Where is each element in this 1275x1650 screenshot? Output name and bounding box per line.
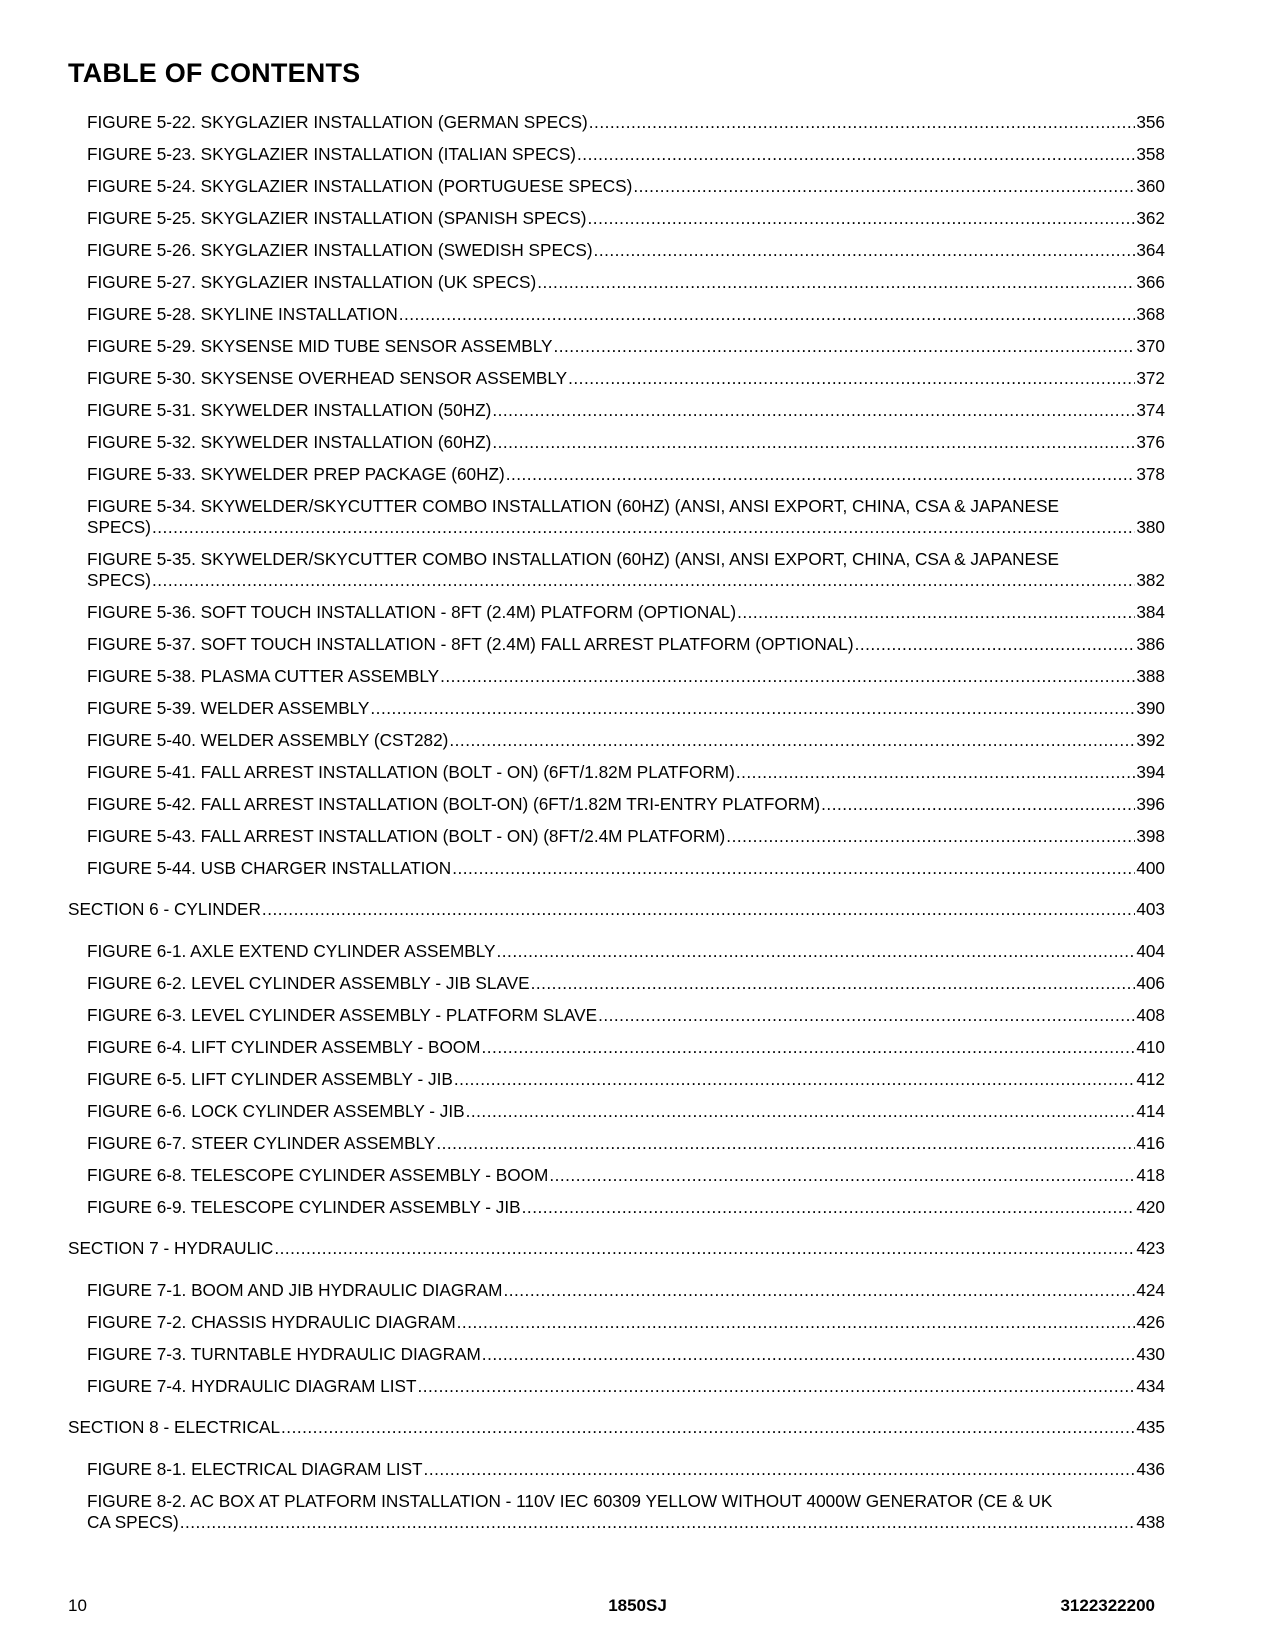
toc-figure-entry[interactable] (68, 496, 1165, 549)
toc-entry-title-continued: SPECS) (87, 517, 151, 537)
toc-entry-title: SECTION 6 - CYLINDER (68, 899, 261, 919)
toc-figure-entry[interactable] (68, 698, 1165, 730)
page-title: TABLE OF CONTENTS (68, 58, 361, 88)
toc-entry-title: FIGURE 6-8. TELESCOPE CYLINDER ASSEMBLY - BOOM (87, 1165, 549, 1185)
toc-entry-title: FIGURE 6-3. LEVEL CYLINDER ASSEMBLY - PLATFORM SLAVE (87, 1005, 598, 1025)
dot-leader (454, 1069, 1136, 1090)
toc-entry-title: FIGURE 5-43. FALL ARREST INSTALLATION (BOLT - ON) (8FT/2.4M PLATFORM) (87, 826, 726, 846)
toc-entry-title: FIGURE 5-40. WELDER ASSEMBLY (CST282) (87, 730, 449, 750)
toc-section-entry[interactable] (68, 1417, 1165, 1459)
dot-leader (180, 1512, 1136, 1533)
dot-leader (492, 432, 1135, 453)
toc-figure-entry[interactable] (68, 1376, 1165, 1408)
toc-entry-title: FIGURE 5-27. SKYGLAZIER INSTALLATION (UK SPECS) (87, 272, 537, 292)
toc-page-number: 398 (1136, 826, 1165, 846)
toc-figure-entry[interactable] (68, 858, 1165, 890)
toc-page-number: 386 (1136, 634, 1165, 654)
toc-page-number: 404 (1136, 941, 1165, 961)
toc-page-number: 434 (1136, 1376, 1165, 1396)
toc-page-number: 388 (1136, 666, 1165, 686)
toc-figure-entry[interactable] (68, 1005, 1165, 1037)
toc-figure-entry[interactable] (68, 730, 1165, 762)
toc-entry-title: FIGURE 5-31. SKYWELDER INSTALLATION (50HZ) (87, 400, 492, 420)
toc-page-number: 408 (1136, 1005, 1165, 1025)
toc-figure-entry[interactable] (68, 1459, 1165, 1491)
dot-leader (449, 730, 1135, 751)
toc-page-number: 392 (1136, 730, 1165, 750)
toc-figure-entry[interactable] (68, 336, 1165, 368)
dot-leader (436, 1133, 1135, 1154)
toc-entry-title: SECTION 8 - ELECTRICAL (68, 1417, 281, 1437)
dot-leader (482, 1344, 1136, 1365)
toc-entry-title: FIGURE 5-30. SKYSENSE OVERHEAD SENSOR ASSEMBLY (87, 368, 568, 388)
toc-figure-entry[interactable] (68, 1133, 1165, 1165)
toc-figure-entry[interactable] (68, 304, 1165, 336)
toc-figure-entry[interactable] (68, 762, 1165, 794)
toc-entry-title: FIGURE 6-4. LIFT CYLINDER ASSEMBLY - BOOM (87, 1037, 481, 1057)
footer-page-number: 10 (68, 1596, 87, 1615)
toc-entry-title: FIGURE 5-24. SKYGLAZIER INSTALLATION (PORTUGUESE SPECS) (87, 176, 633, 196)
toc-section-entry[interactable] (68, 1238, 1165, 1280)
dot-leader (737, 602, 1135, 623)
toc-entry-title: FIGURE 5-33. SKYWELDER PREP PACKAGE (60HZ) (87, 464, 505, 484)
toc-page-number: 380 (1136, 517, 1165, 537)
toc-figure-entry[interactable] (68, 112, 1165, 144)
dot-leader (736, 762, 1135, 783)
toc-entry-title: FIGURE 5-22. SKYGLAZIER INSTALLATION (GERMAN SPECS) (87, 112, 588, 132)
toc-figure-entry[interactable] (68, 1165, 1165, 1197)
toc-figure-entry[interactable] (68, 941, 1165, 973)
toc-page-number: 356 (1136, 112, 1165, 132)
dot-leader (466, 1101, 1136, 1122)
toc-page-number: 382 (1136, 570, 1165, 590)
toc-section-entry[interactable] (68, 899, 1165, 941)
toc-figure-entry[interactable] (68, 794, 1165, 826)
dot-leader (262, 899, 1135, 920)
toc-page-number: 414 (1136, 1101, 1165, 1121)
toc-page-number: 394 (1136, 762, 1165, 782)
dot-leader (274, 1238, 1135, 1259)
toc-entry-title: FIGURE 8-2. AC BOX AT PLATFORM INSTALLATION - 110V IEC 60309 YELLOW WITHOUT 4000W GENERATOR (CE & UK (87, 1491, 1053, 1511)
toc-page-number: 370 (1136, 336, 1165, 356)
toc-page-number: 384 (1136, 602, 1165, 622)
toc-page-number: 358 (1136, 144, 1165, 164)
dot-leader (503, 1280, 1135, 1301)
dot-leader (633, 176, 1135, 197)
dot-leader (370, 698, 1135, 719)
toc-entry-title: FIGURE 5-35. SKYWELDER/SKYCUTTER COMBO INSTALLATION (60HZ) (ANSI, ANSI EXPORT, CHINA, CSA & JAPANESE (87, 549, 1059, 569)
toc-entry-title: FIGURE 6-9. TELESCOPE CYLINDER ASSEMBLY - JIB (87, 1197, 521, 1217)
toc-entry-title: FIGURE 6-1. AXLE EXTEND CYLINDER ASSEMBLY (87, 941, 496, 961)
toc-page-number: 424 (1136, 1280, 1165, 1300)
toc-figure-entry[interactable] (68, 1037, 1165, 1069)
toc-figure-entry[interactable] (68, 666, 1165, 698)
dot-leader (568, 368, 1135, 389)
dot-leader (492, 400, 1135, 421)
dot-leader (589, 112, 1136, 133)
toc-figure-entry[interactable] (68, 240, 1165, 272)
dot-leader (482, 1037, 1136, 1058)
toc-entry-title: FIGURE 7-1. BOOM AND JIB HYDRAULIC DIAGRAM (87, 1280, 503, 1300)
toc-figure-entry[interactable] (68, 432, 1165, 464)
toc-page-number: 390 (1136, 698, 1165, 718)
dot-leader (726, 826, 1135, 847)
toc-figure-entry[interactable] (68, 176, 1165, 208)
dot-leader (281, 1417, 1135, 1438)
toc-page-number: 364 (1136, 240, 1165, 260)
toc-figure-entry[interactable] (68, 1312, 1165, 1344)
toc-entry-title: FIGURE 6-2. LEVEL CYLINDER ASSEMBLY - JIB SLAVE (87, 973, 530, 993)
toc-entry-title: FIGURE 5-26. SKYGLAZIER INSTALLATION (SWEDISH SPECS) (87, 240, 593, 260)
toc-page-number: 426 (1136, 1312, 1165, 1332)
toc-figure-entry[interactable] (68, 1069, 1165, 1101)
dot-leader (417, 1376, 1135, 1397)
toc-page-number: 374 (1136, 400, 1165, 420)
dot-leader (855, 634, 1136, 655)
toc-figure-entry[interactable] (68, 826, 1165, 858)
toc-entry-title: FIGURE 5-41. FALL ARREST INSTALLATION (BOLT - ON) (6FT/1.82M PLATFORM) (87, 762, 735, 782)
toc-page-number: 362 (1136, 208, 1165, 228)
dot-leader (152, 570, 1135, 591)
toc-entry-title: FIGURE 5-38. PLASMA CUTTER ASSEMBLY (87, 666, 440, 686)
dot-leader (506, 464, 1136, 485)
toc-figure-entry[interactable] (68, 400, 1165, 432)
toc-entry-title: FIGURE 5-28. SKYLINE INSTALLATION (87, 304, 398, 324)
toc-entry-title: FIGURE 6-7. STEER CYLINDER ASSEMBLY (87, 1133, 436, 1153)
toc-entry-title-continued: CA SPECS) (87, 1512, 179, 1532)
toc-entry-title: FIGURE 5-39. WELDER ASSEMBLY (87, 698, 370, 718)
toc-entry-title: FIGURE 5-42. FALL ARREST INSTALLATION (BOLT-ON) (6FT/1.82M TRI-ENTRY PLATFORM) (87, 794, 821, 814)
toc-figure-entry[interactable] (68, 144, 1165, 176)
toc-page-number: 400 (1136, 858, 1165, 878)
toc-entry-title: FIGURE 5-25. SKYGLAZIER INSTALLATION (SPANISH SPECS) (87, 208, 587, 228)
toc-page-number: 396 (1136, 794, 1165, 814)
toc-page-number: 430 (1136, 1344, 1165, 1364)
toc-page-number: 435 (1136, 1417, 1165, 1437)
dot-leader (598, 1005, 1135, 1026)
toc-figure-entry[interactable] (68, 549, 1165, 602)
toc-page-number: 410 (1136, 1037, 1165, 1057)
toc-entry-title: FIGURE 6-6. LOCK CYLINDER ASSEMBLY - JIB (87, 1101, 465, 1121)
toc-entry-title: FIGURE 5-29. SKYSENSE MID TUBE SENSOR ASSEMBLY (87, 336, 553, 356)
dot-leader (152, 517, 1135, 538)
toc-page-number: 423 (1136, 1238, 1165, 1258)
toc-page-number: 406 (1136, 973, 1165, 993)
toc-entry-title: FIGURE 7-3. TURNTABLE HYDRAULIC DIAGRAM (87, 1344, 481, 1364)
toc-figure-entry[interactable] (68, 208, 1165, 240)
toc-entry-title: FIGURE 7-2. CHASSIS HYDRAULIC DIAGRAM (87, 1312, 456, 1332)
toc-entry-title-continued: SPECS) (87, 570, 151, 590)
toc-page-number: 366 (1136, 272, 1165, 292)
dot-leader (549, 1165, 1135, 1186)
toc-figure-entry[interactable] (68, 1101, 1165, 1133)
dot-leader (452, 858, 1135, 879)
toc-page-number: 378 (1136, 464, 1165, 484)
toc-entry-title: FIGURE 5-37. SOFT TOUCH INSTALLATION - 8FT (2.4M) FALL ARREST PLATFORM (OPTIONAL) (87, 634, 854, 654)
toc-page-number: 420 (1136, 1197, 1165, 1217)
toc-figure-entry[interactable] (68, 272, 1165, 304)
toc-figure-entry[interactable] (68, 464, 1165, 496)
toc-entry-title: FIGURE 5-34. SKYWELDER/SKYCUTTER COMBO INSTALLATION (60HZ) (ANSI, ANSI EXPORT, CHINA, CSA & JAPANESE (87, 496, 1059, 516)
dot-leader (399, 304, 1136, 325)
dot-leader (588, 208, 1136, 229)
toc-entry-title: FIGURE 6-5. LIFT CYLINDER ASSEMBLY - JIB (87, 1069, 453, 1089)
toc-page-number: 412 (1136, 1069, 1165, 1089)
toc-page-number: 368 (1136, 304, 1165, 324)
toc-entry-title: SECTION 7 - HYDRAULIC (68, 1238, 274, 1258)
toc-figure-entry[interactable] (68, 1280, 1165, 1312)
footer-doc-number: 3122322200 (1060, 1596, 1155, 1615)
dot-leader (594, 240, 1136, 261)
toc-page-number: 418 (1136, 1165, 1165, 1185)
toc-entry-title: FIGURE 8-1. ELECTRICAL DIAGRAM LIST (87, 1459, 423, 1479)
toc-page-number: 376 (1136, 432, 1165, 452)
toc-page-number: 372 (1136, 368, 1165, 388)
toc-figure-entry[interactable] (68, 634, 1165, 666)
dot-leader (821, 794, 1135, 815)
dot-leader (577, 144, 1135, 165)
toc-figure-entry[interactable] (68, 1197, 1165, 1229)
dot-leader (457, 1312, 1136, 1333)
dot-leader (522, 1197, 1136, 1218)
dot-leader (531, 973, 1136, 994)
toc-entry-title: FIGURE 5-44. USB CHARGER INSTALLATION (87, 858, 452, 878)
toc-page-number: 416 (1136, 1133, 1165, 1153)
footer-model: 1850SJ (608, 1596, 667, 1615)
table-of-contents (68, 112, 1165, 1544)
toc-page-number: 403 (1136, 899, 1165, 919)
toc-entry-title: FIGURE 5-32. SKYWELDER INSTALLATION (60HZ) (87, 432, 492, 452)
toc-page-number: 438 (1136, 1512, 1165, 1532)
dot-leader (537, 272, 1135, 293)
toc-figure-entry[interactable] (68, 368, 1165, 400)
dot-leader (497, 941, 1136, 962)
dot-leader (440, 666, 1135, 687)
toc-figure-entry[interactable] (68, 973, 1165, 1005)
toc-figure-entry[interactable] (68, 1344, 1165, 1376)
toc-page-number: 436 (1136, 1459, 1165, 1479)
toc-page-number: 360 (1136, 176, 1165, 196)
toc-figure-entry[interactable] (68, 602, 1165, 634)
dot-leader (553, 336, 1135, 357)
toc-entry-title: FIGURE 5-36. SOFT TOUCH INSTALLATION - 8FT (2.4M) PLATFORM (OPTIONAL) (87, 602, 737, 622)
dot-leader (424, 1459, 1136, 1480)
toc-entry-title: FIGURE 5-23. SKYGLAZIER INSTALLATION (ITALIAN SPECS) (87, 144, 577, 164)
toc-entry-title: FIGURE 7-4. HYDRAULIC DIAGRAM LIST (87, 1376, 417, 1396)
toc-figure-entry[interactable] (68, 1491, 1165, 1544)
